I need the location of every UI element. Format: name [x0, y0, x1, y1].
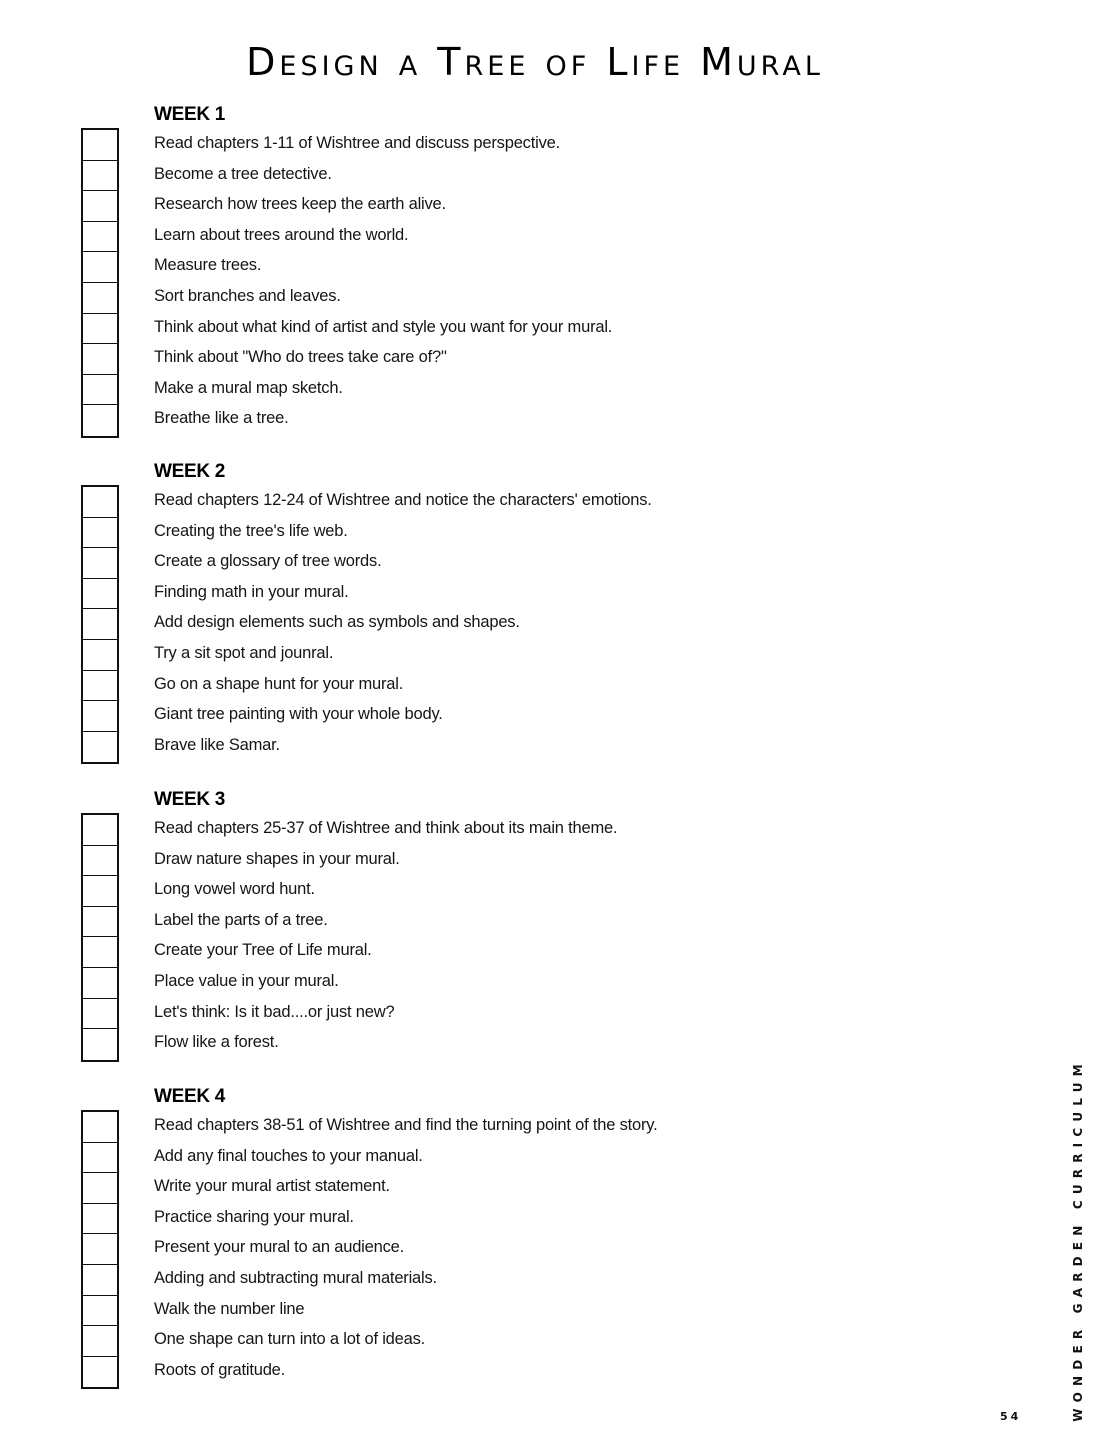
task-item: Place value in your mural. — [154, 971, 339, 990]
task-item: Flow like a forest. — [154, 1033, 279, 1052]
task-checkbox[interactable] — [83, 130, 117, 161]
task-checkbox[interactable] — [83, 222, 117, 253]
task-item: Brave like Samar. — [154, 735, 280, 754]
task-item: Let's think: Is it bad....or just new? — [154, 1002, 395, 1021]
task-list — [154, 813, 617, 1058]
task-item: Walk the number line — [154, 1299, 305, 1318]
task-item: Create a glossary of tree words. — [154, 552, 382, 571]
task-item: Practice sharing your mural. — [154, 1207, 354, 1226]
week-title: WEEK 2 — [154, 461, 226, 482]
task-item: Measure trees. — [154, 256, 262, 275]
task-item: Present your mural to an audience. — [154, 1238, 405, 1257]
task-item: Think about what kind of artist and style you want for your mural. — [154, 317, 613, 336]
task-checkbox[interactable] — [83, 548, 117, 579]
task-checkbox[interactable] — [83, 876, 117, 907]
task-checkbox[interactable] — [83, 1326, 117, 1357]
task-checkbox[interactable] — [83, 375, 117, 406]
task-checkbox[interactable] — [83, 815, 117, 846]
task-list — [154, 1110, 658, 1385]
task-checkbox[interactable] — [83, 283, 117, 314]
task-checkbox[interactable] — [83, 907, 117, 938]
task-item: Make a mural map sketch. — [154, 378, 343, 397]
checkbox-column — [81, 485, 119, 764]
task-item: Finding math in your mural. — [154, 582, 349, 601]
task-checkbox[interactable] — [83, 937, 117, 968]
task-checkbox[interactable] — [83, 1265, 117, 1296]
task-item: Read chapters 12-24 of Wishtree and notice the characters' emotions. — [154, 491, 652, 509]
task-item: Learn about trees around the world. — [154, 225, 409, 244]
task-checkbox[interactable] — [83, 579, 117, 610]
task-item: Breathe like a tree. — [154, 409, 289, 428]
task-checkbox[interactable] — [83, 314, 117, 345]
task-item: Write your mural artist statement. — [154, 1177, 390, 1196]
task-item: Become a tree detective. — [154, 164, 332, 183]
task-item: Add design elements such as symbols and shapes. — [154, 613, 520, 632]
task-checkbox[interactable] — [83, 732, 117, 763]
page-title: Design a Tree of Life Mural — [246, 40, 824, 84]
task-item: Think about "Who do trees take care of?" — [154, 348, 447, 367]
task-item: Label the parts of a tree. — [154, 910, 328, 929]
task-checkbox[interactable] — [83, 518, 117, 549]
task-item: Draw nature shapes in your mural. — [154, 849, 400, 868]
task-checkbox[interactable] — [83, 1204, 117, 1235]
task-checkbox[interactable] — [83, 252, 117, 283]
curriculum-side-label: WONDER GARDEN CURRICULUM — [1071, 1058, 1085, 1422]
checkbox-column — [81, 813, 119, 1062]
task-item: Add any final touches to your manual. — [154, 1146, 423, 1165]
task-checkbox[interactable] — [83, 671, 117, 702]
task-checkbox[interactable] — [83, 1143, 117, 1174]
task-item: Roots of gratitude. — [154, 1360, 286, 1379]
task-list — [154, 485, 652, 760]
week-title: WEEK 3 — [154, 789, 226, 810]
task-checkbox[interactable] — [83, 161, 117, 192]
task-checkbox[interactable] — [83, 1029, 117, 1060]
task-checkbox[interactable] — [83, 405, 117, 436]
task-item: Try a sit spot and jounral. — [154, 643, 334, 662]
task-checkbox[interactable] — [83, 1296, 117, 1327]
page-number: 54 — [1000, 1410, 1022, 1423]
task-item: Read chapters 38-51 of Wishtree and find the turning point of the story. — [154, 1116, 658, 1134]
task-item: Read chapters 1-11 of Wishtree and discuss perspective. — [154, 134, 560, 152]
task-checkbox[interactable] — [83, 701, 117, 732]
task-checkbox[interactable] — [83, 344, 117, 375]
task-item: Long vowel word hunt. — [154, 880, 315, 899]
task-checkbox[interactable] — [83, 1234, 117, 1265]
task-item: Read chapters 25-37 of Wishtree and think about its main theme. — [154, 819, 618, 837]
task-checkbox[interactable] — [83, 640, 117, 671]
task-checkbox[interactable] — [83, 1112, 117, 1143]
task-checkbox[interactable] — [83, 846, 117, 877]
task-item: Sort branches and leaves. — [154, 286, 341, 305]
week-title: WEEK 4 — [154, 1086, 226, 1107]
task-list — [154, 128, 612, 434]
task-checkbox[interactable] — [83, 609, 117, 640]
task-item: Adding and subtracting mural materials. — [154, 1268, 437, 1287]
task-item: Creating the tree's life web. — [154, 521, 348, 540]
task-item: Go on a shape hunt for your mural. — [154, 674, 404, 693]
week-title: WEEK 1 — [154, 104, 226, 125]
task-item: One shape can turn into a lot of ideas. — [154, 1330, 426, 1349]
task-checkbox[interactable] — [83, 1173, 117, 1204]
task-checkbox[interactable] — [83, 487, 117, 518]
task-item: Giant tree painting with your whole body. — [154, 705, 443, 724]
checkbox-column — [81, 1110, 119, 1389]
task-item: Research how trees keep the earth alive. — [154, 195, 446, 214]
task-checkbox[interactable] — [83, 191, 117, 222]
task-checkbox[interactable] — [83, 1357, 117, 1388]
task-item: Create your Tree of Life mural. — [154, 941, 372, 960]
checkbox-column — [81, 128, 119, 438]
task-checkbox[interactable] — [83, 999, 117, 1030]
task-checkbox[interactable] — [83, 968, 117, 999]
